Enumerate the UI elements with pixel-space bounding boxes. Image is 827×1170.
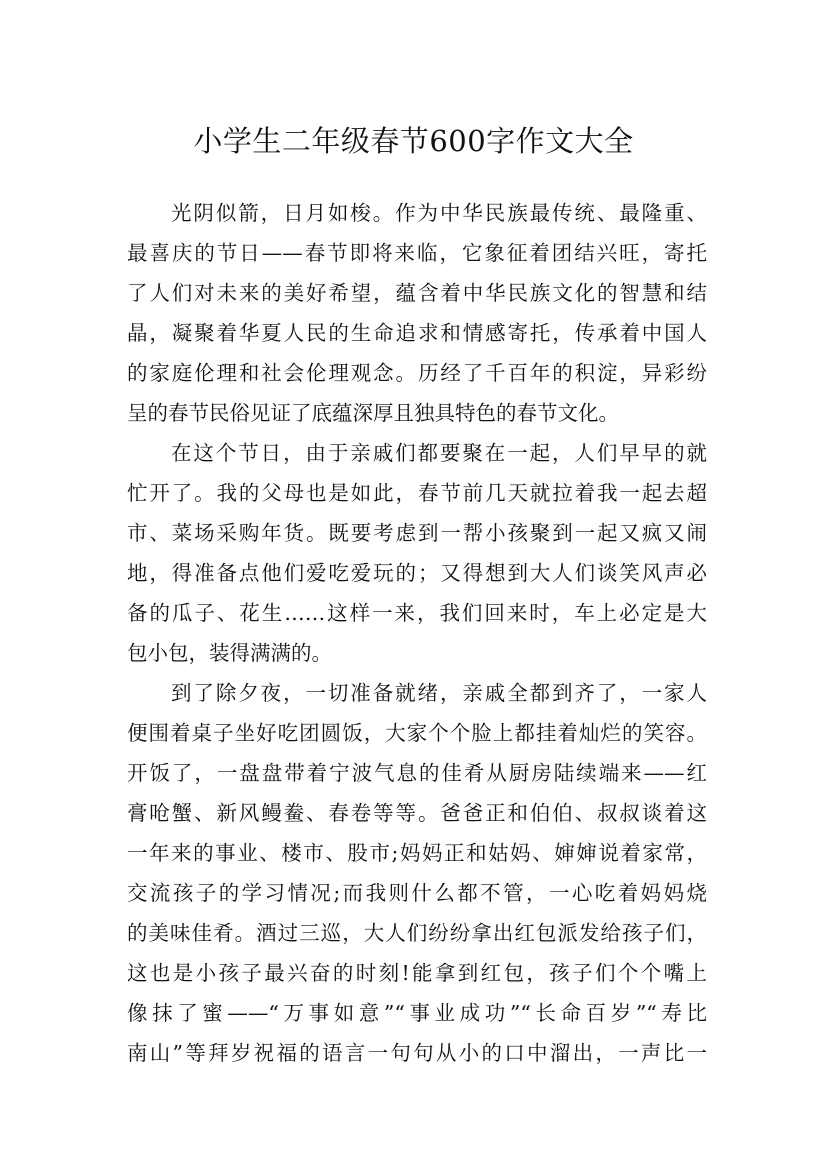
text-line: 市、菜场采购年货。既要考虑到一帮小孩聚到一起又疯又闹 xyxy=(127,521,707,545)
text-line: 光阴似箭，日月如梭。作为中华民族最传统、最隆重、 xyxy=(171,201,707,225)
document-title: 小学生二年级春节600字作文大全 xyxy=(193,124,634,159)
essay-body xyxy=(127,193,707,1073)
text-line: 膏呛蟹、新风鳗鲞、春卷等等。爸爸正和伯伯、叔叔谈着这 xyxy=(127,801,707,825)
text-line: 的美味佳肴。酒过三巡，大人们纷纷拿出红包派发给孩子们， xyxy=(127,921,707,945)
text-line: 交流孩子的学习情况;而我则什么都不管，一心吃着妈妈烧 xyxy=(127,881,707,905)
text-line: 开饭了，一盘盘带着宁波气息的佳肴从厨房陆续端来——红 xyxy=(127,761,707,785)
text-line: 的家庭伦理和社会伦理观念。历经了千百年的积淀，异彩纷 xyxy=(127,361,707,385)
text-line: 在这个节日，由于亲戚们都要聚在一起，人们早早的就 xyxy=(171,441,707,465)
paragraph-1 xyxy=(127,193,707,433)
text-line: 地，得准备点他们爱吃爱玩的；又得想到大人们谈笑风声必 xyxy=(127,561,707,585)
text-line: 呈的春节民俗见证了底蕴深厚且独具特色的春节文化。 xyxy=(127,401,619,425)
text-line: 便围着桌子坐好吃团圆饭，大家个个脸上都挂着灿烂的笑容。 xyxy=(127,721,707,745)
text-line: 晶，凝聚着华夏人民的生命追求和情感寄托，传承着中国人 xyxy=(127,321,707,345)
text-line: 一年来的事业、楼市、股市;妈妈正和姑妈、婶婶说着家常， xyxy=(127,841,707,865)
text-line: 这也是小孩子最兴奋的时刻!能拿到红包，孩子们个个嘴上 xyxy=(127,961,707,985)
paragraph-2 xyxy=(127,433,707,673)
text-line: 像抹了蜜——“万事如意”“事业成功”“长命百岁”“寿比 xyxy=(127,1001,707,1025)
paragraph-3 xyxy=(127,673,707,1073)
text-line: 最喜庆的节日——春节即将来临，它象征着团结兴旺，寄托 xyxy=(127,241,707,265)
text-line: 忙开了。我的父母也是如此，春节前几天就拉着我一起去超 xyxy=(127,481,707,505)
text-line: 南山”等拜岁祝福的语言一句句从小的口中溜出，一声比一 xyxy=(127,1041,707,1065)
text-line: 包小包，装得满满的。 xyxy=(127,641,332,665)
text-line: 备的瓜子、花生……这样一来，我们回来时，车上必定是大 xyxy=(127,601,707,625)
text-line: 到了除夕夜，一切准备就绪，亲戚全都到齐了，一家人 xyxy=(171,681,707,705)
text-line: 了人们对未来的美好希望，蕴含着中华民族文化的智慧和结 xyxy=(127,281,707,305)
